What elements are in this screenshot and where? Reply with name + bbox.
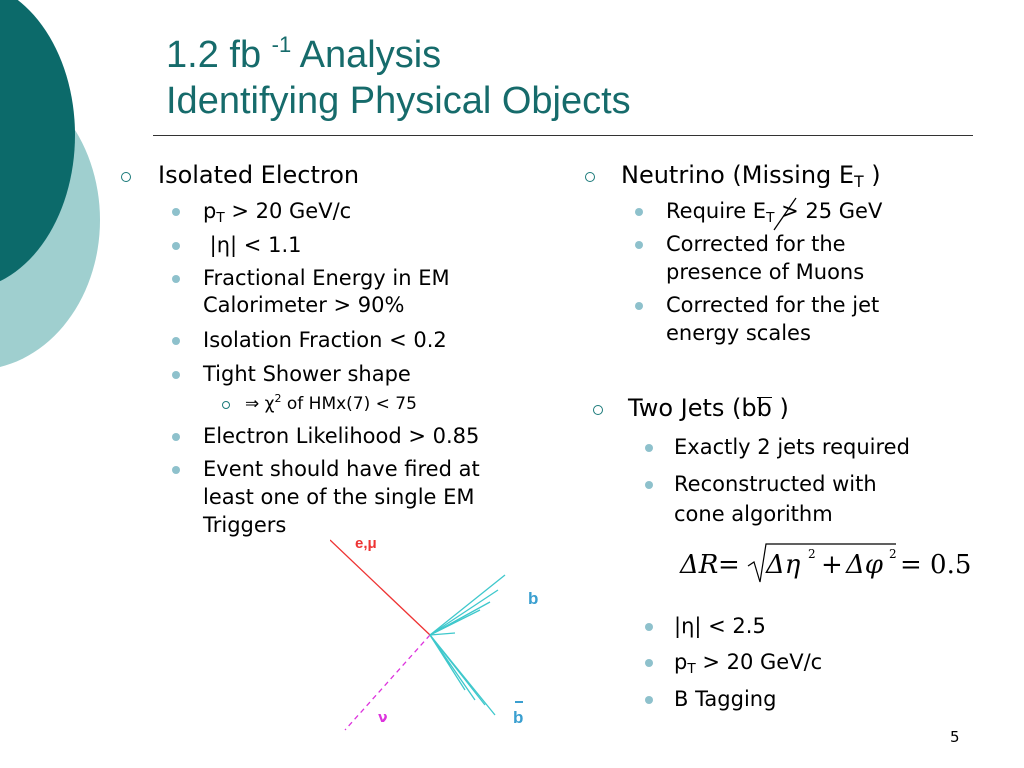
jet-energy-correction-line-2: energy scales [666,321,811,345]
bullet-dot-icon [172,337,180,345]
b-tagging: B Tagging [674,687,777,711]
require-met-cut: Require $E_T > 25$ GeV [666,199,883,226]
event-fired-line-1: Event should have fired at [203,457,480,481]
page-number: 5 [950,728,960,746]
bullet-dot-icon [645,623,653,631]
event-fired-line-3: Triggers [203,513,287,537]
electron-pt-cut: $p_T > 20$ GeV/c [203,199,352,226]
bullet-open-icon [121,172,131,182]
formula-equals: = [718,550,740,580]
reconstructed-line-1: Reconstructed with [674,472,877,496]
formula-square-1: 2 [808,547,816,561]
bbar-jet-label: b [513,708,524,727]
bullet-open-icon [593,405,603,415]
chi-square-cut: ⇒ $\chi^2$ of HMx(7) < 75 [245,392,417,414]
title-line-1: 1.2 fb $^{-1}$ Analysis [166,32,442,76]
bullet-dot-icon [172,371,180,379]
title-line-2: Identifying Physical Objects [166,80,631,122]
formula-rhs: = 0.5 [900,550,972,580]
isolation-fraction: Isolation Fraction < 0.2 [203,328,447,352]
missing-et-slash-icon [772,196,798,232]
neutrino-heading: Neutrino (Missing $E_T$ ) [621,161,881,191]
event-topology-diagram [330,530,560,735]
jet-eta-cut: |η| < 2.5 [674,614,766,638]
electron-likelihood: Electron Likelihood > 0.85 [203,424,480,448]
bullet-open-icon [585,172,595,182]
fractional-energy-line-1: Fractional Energy in EM [203,266,450,290]
b-jet-label: b [528,589,539,608]
jet-energy-correction-line-1: Corrected for the jet [666,293,880,317]
jet-pt-cut: $p_T > 20$ GeV/c [674,650,823,677]
bullet-dot-icon [645,481,653,489]
reconstructed-line-2: cone algorithm [674,502,833,526]
tight-shower-shape: Tight Shower shape [203,362,411,386]
bbar-jet [430,635,495,715]
two-jets-heading: Two Jets (bb ) [628,394,789,422]
bullet-dot-icon [172,242,180,250]
bullet-dot-icon [172,466,180,474]
formula-delta-phi: Δφ [846,550,883,580]
lepton-track [330,540,430,635]
fractional-energy-line-2: Calorimeter > 90% [203,293,405,317]
cone-radius-formula [676,540,972,586]
neutrino-label: ν [378,710,388,726]
bullet-dot-icon [645,659,653,667]
bullet-small-open-icon [222,401,230,409]
isolated-electron-heading: Isolated Electron [158,161,360,189]
muon-correction-line-1: Corrected for the [666,232,846,256]
formula-lhs: ΔR [680,550,719,580]
bullet-dot-icon [635,302,643,310]
b-bar: b [756,394,772,422]
formula-square-2: 2 [889,547,897,561]
slide-title [166,32,631,124]
exactly-two-jets: Exactly 2 jets required [674,435,910,459]
b-jet [430,575,505,635]
title-divider [153,135,973,136]
bullet-dot-icon [645,696,653,704]
bullet-dot-icon [172,208,180,216]
bullet-dot-icon [172,275,180,283]
electron-eta-cut: |η| < 1.1 [203,233,302,257]
muon-correction-line-2: presence of Muons [666,260,865,284]
formula-delta-eta: Δη [766,550,801,580]
bullet-dot-icon [172,433,180,441]
bullet-dot-icon [635,208,643,216]
bullet-dot-icon [645,444,653,452]
event-fired-line-2: least one of the single EM [203,485,475,509]
formula-plus: + [821,550,843,580]
lepton-label: e,μ [355,535,377,552]
bullet-dot-icon [635,241,643,249]
